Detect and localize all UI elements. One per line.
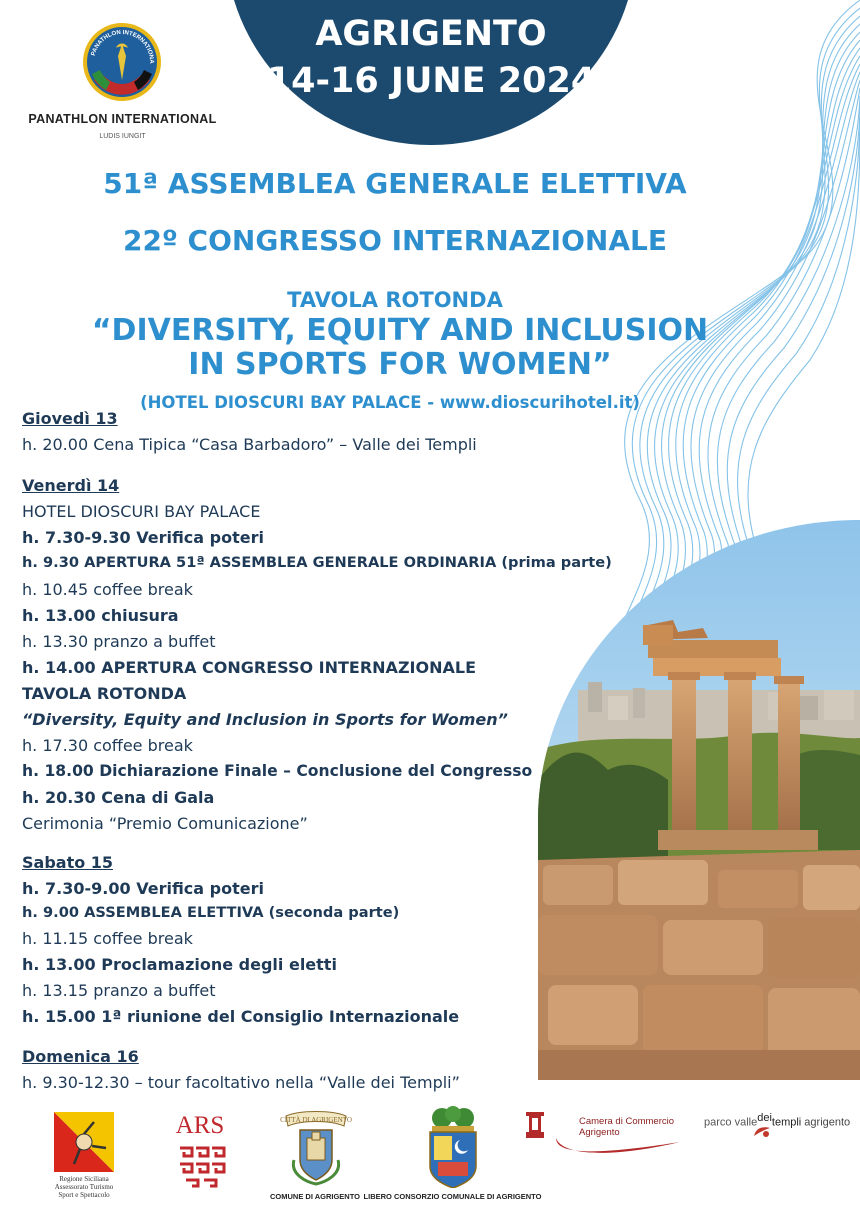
assembly-title: 51ª ASSEMBLEA GENERALE ELETTIVA <box>103 167 687 200</box>
comune-agrigento-label: COMUNE DI AGRIGENTO <box>269 1192 360 1201</box>
schedule-day-heading: Domenica 16 <box>22 1047 139 1066</box>
regione-siciliana-text <box>40 1175 128 1199</box>
schedule-day-heading: Sabato 15 <box>22 853 114 872</box>
parco-post: agrigento <box>804 1116 851 1129</box>
comune-ribbon-text: CITTÀ DI AGRIGENTO <box>280 1116 352 1124</box>
schedule-line: “Diversity, Equity and Inclusion in Sports for Women” <box>22 710 508 729</box>
schedule-line: h. 13.00 chiusura <box>22 606 179 625</box>
schedule-line: HOTEL DIOSCURI BAY PALACE <box>22 502 261 521</box>
schedule-line: h. 15.00 1ª riunione del Consiglio Internazionale <box>22 1007 460 1026</box>
schedule-line: h. 14.00 APERTURA CONGRESSO INTERNAZIONALE <box>22 658 476 677</box>
schedule-line: h. 18.00 Dichiarazione Finale – Conclusione del Congresso <box>22 762 533 780</box>
schedule-line: h. 13.15 pranzo a buffet <box>22 981 216 1000</box>
schedule-day-heading: Giovedì 13 <box>22 409 118 428</box>
regione-line-3: Sport e Spettacolo <box>58 1191 110 1199</box>
venue-line: (HOTEL DIOSCURI BAY PALACE - www.dioscurihotel.it) <box>140 393 640 412</box>
camera-line-2: Agrigento <box>579 1127 620 1138</box>
parco-emblem-icon <box>752 1122 772 1140</box>
theme-line-2: IN SPORTS FOR WOMEN” <box>188 347 612 382</box>
schedule-line: h. 7.30-9.30 Verifica poteri <box>22 528 264 547</box>
libero-consorzio-label: LIBERO CONSORZIO COMUNALE DI AGRIGENTO <box>363 1192 542 1201</box>
camera-commercio-icon <box>524 1108 546 1140</box>
regione-line-2: Assessorato Turismo <box>54 1183 114 1191</box>
regione-siciliana-logo-icon <box>54 1112 114 1172</box>
parco-pre: parco valle <box>704 1116 758 1129</box>
schedule-line: h. 17.30 coffee break <box>22 736 193 755</box>
comune-agrigento-crest-icon <box>280 1108 352 1186</box>
panathlon-logo-icon <box>82 22 162 102</box>
schedule-line: h. 13.00 Proclamazione degli eletti <box>22 955 337 974</box>
camera-line-1: Camera di Commercio <box>579 1116 675 1127</box>
parco-valle-templi-logo <box>704 1112 850 1129</box>
header-dates: 14-16 JUNE 2024 <box>266 61 596 101</box>
schedule-line: Cerimonia “Premio Comunicazione” <box>22 814 308 833</box>
schedule-line: h. 11.15 coffee break <box>22 929 193 948</box>
schedule-line: h. 9.30 APERTURA 51ª ASSEMBLEA GENERALE ORDINARIA (prima parte) <box>22 554 612 571</box>
ars-spiral-icon <box>172 1140 228 1188</box>
schedule-line: h. 10.45 coffee break <box>22 580 193 599</box>
schedule-line: h. 7.30-9.00 Verifica poteri <box>22 879 264 898</box>
schedule-line: h. 20.30 Cena di Gala <box>22 788 215 807</box>
round-table-title: TAVOLA ROTONDA <box>287 288 503 312</box>
schedule-line: h. 9.00 ASSEMBLEA ELETTIVA (seconda parte) <box>22 904 400 921</box>
theme-line-1: “DIVERSITY, EQUITY AND INCLUSION <box>91 313 709 348</box>
schedule-day-heading: Venerdì 14 <box>22 476 120 495</box>
parco-dei: dei <box>757 1112 772 1124</box>
logo-name: PANATHLON INTERNATIONAL <box>28 112 217 126</box>
schedule-line: h. 9.30-12.30 – tour facoltativo nella “Valle dei Templi” <box>22 1073 460 1092</box>
regione-line-1: Regione Siciliana <box>59 1175 109 1183</box>
temple-photo <box>538 520 860 1080</box>
libero-consorzio-crest-icon <box>420 1106 486 1188</box>
congress-title: 22º CONGRESSO INTERNAZIONALE <box>123 224 667 257</box>
schedule-line: h. 20.00 Cena Tipica “Casa Barbadoro” – Valle dei Templi <box>22 435 477 454</box>
schedule-line: h. 13.30 pranzo a buffet <box>22 632 216 651</box>
logo-ring-text: PANATHLON INTERNATIONA <box>90 29 155 64</box>
parco-mid: templi <box>771 1116 802 1129</box>
header-city: AGRIGENTO <box>315 14 547 54</box>
ars-logo-text: ARS <box>175 1112 225 1139</box>
logo-motto: LUDIS IUNGIT <box>99 133 146 140</box>
camera-swoosh-icon <box>552 1132 682 1158</box>
schedule-line: TAVOLA ROTONDA <box>22 684 187 703</box>
